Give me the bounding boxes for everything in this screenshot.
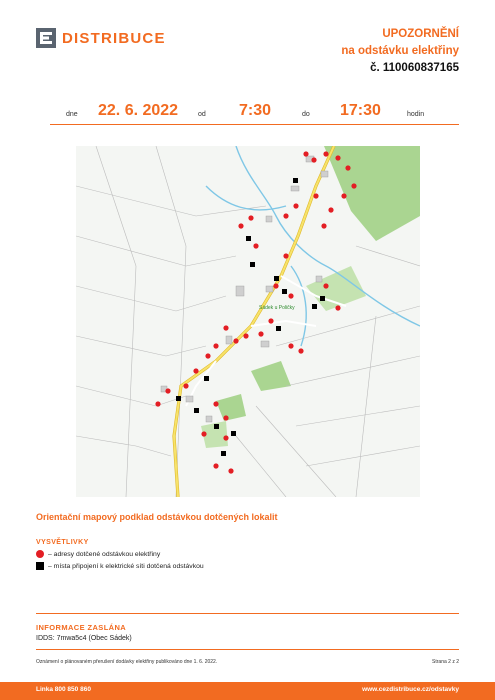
footer-bar: [0, 682, 495, 700]
cez-logo-icon: [36, 28, 56, 48]
forest-area: [216, 394, 246, 421]
red-dot-icon: [36, 550, 44, 558]
map-title: Orientační mapový podklad odstávkou dotčených lokalit: [36, 512, 278, 522]
legend-heading: VYSVĚTLIVKY: [36, 539, 89, 546]
outage-schedule: [50, 102, 459, 125]
forest-area: [251, 361, 291, 391]
divider: [36, 613, 459, 614]
black-square-icon: [36, 562, 44, 570]
notice-number: č. 110060837165: [370, 62, 459, 74]
label-to: do: [302, 111, 310, 118]
village-label: Sádek u Poličky: [259, 305, 295, 311]
notice-subheading: na odstávku elektřiny: [341, 45, 459, 57]
company-logo: [36, 28, 166, 48]
legend-address-label: – adresy dotčené odstávkou elektřiny: [48, 550, 161, 558]
notice-title: [341, 26, 459, 77]
label-from: od: [198, 111, 206, 118]
legend-connection-label: – místa připojení k elektrické síti dotčená odstávkou: [48, 562, 204, 570]
address-markers: [155, 151, 356, 473]
outage-date: 22. 6. 2022: [98, 102, 179, 119]
divider: [36, 649, 459, 650]
legend-item-address: [36, 550, 160, 558]
footer-web-link[interactable]: www.cezdistribuce.cz/odstavky: [362, 686, 459, 693]
info-heading: INFORMACE ZASLÁNA: [36, 623, 127, 632]
legend-item-connection: [36, 562, 204, 570]
time-from: 7:30: [239, 102, 272, 119]
info-value: IDDS: 7mwa5c4 (Obec Sádek): [36, 635, 132, 642]
time-to: 17:30: [340, 102, 381, 119]
outage-map: [76, 146, 420, 497]
notice-heading: UPOZORNĚNÍ: [382, 28, 459, 40]
footer-phone: Linka 800 850 860: [36, 686, 91, 693]
publication-note: Oznámení o plánovaném přerušení dodávky elektřiny publikováno dne 1. 6. 2022.: [36, 659, 218, 665]
label-hours: hodin: [407, 111, 425, 118]
label-day: dne: [66, 111, 78, 118]
page-number: Strana 2 z 2: [432, 659, 459, 665]
map-graphic: [76, 146, 420, 497]
brand-name: DISTRIBUCE: [62, 29, 166, 47]
